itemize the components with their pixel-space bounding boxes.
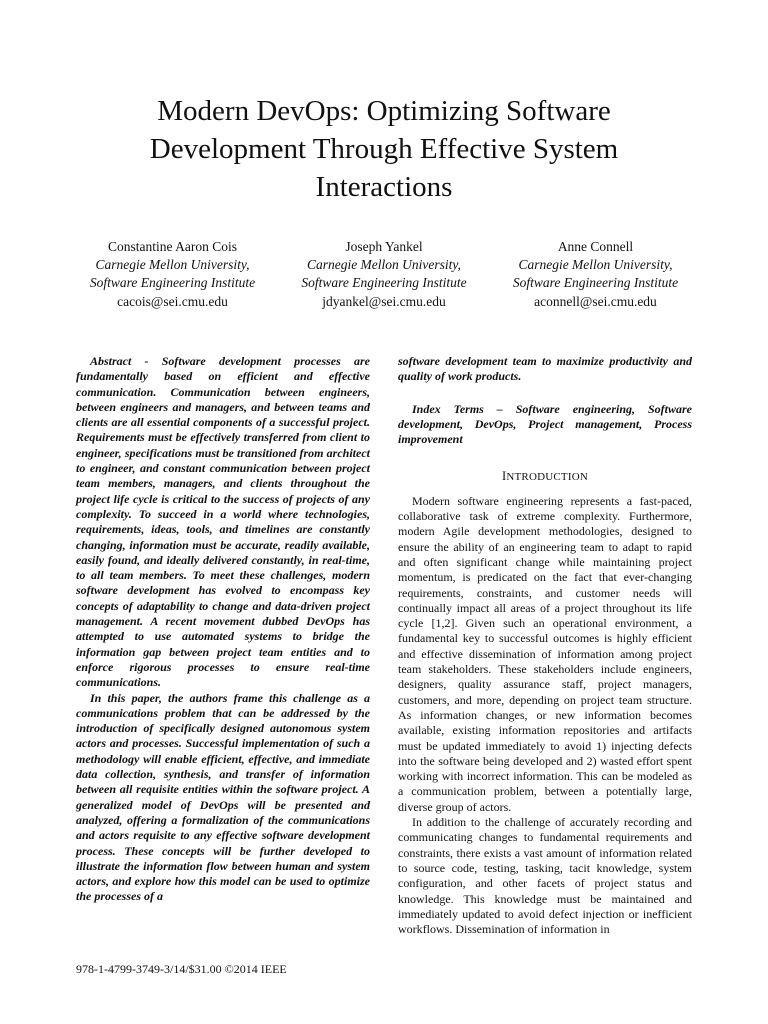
author-1: [70, 238, 275, 311]
author-name: Joseph Yankel: [345, 239, 423, 254]
author-affiliation: Carnegie Mellon University,: [95, 257, 250, 273]
author-email: jdyankel@sei.cmu.edu: [322, 293, 446, 309]
author-3: [493, 238, 698, 311]
author-affiliation: Carnegie Mellon University,: [306, 257, 462, 273]
section-heading-rest: NTRODUCTION: [506, 471, 588, 484]
author-affiliation: Software Engineering Institute: [512, 275, 679, 291]
author-2: [282, 238, 487, 311]
section-heading-initial: I: [501, 469, 507, 484]
right-column: [398, 354, 692, 937]
author-affiliation: Software Engineering Institute: [301, 275, 467, 291]
body-paragraph: Modern software engineering represents a fast-paced, collaborative task of extreme complexity. Furthermore, modern Agile development methodologies, designed to ensure the ability of an engineering team to adapt to rapid and often significant change while maintaining project momentum, is predicated on the fact that ever-changing requirements, constraints, and customer needs will continually impact all areas of a project throughout its life cycle [1,2]. Given such an operational environment, a fundamental key to successful outcomes is highly efficient and effective dissemination of information among project team stakeholders. These stakeholders include engineers, designers, quality assurance staff, project managers, customers, and more, depending on project team structure. As information changes, or new information becomes available, existing information repositories and artifacts must be updated immediately to avoid 1) injecting defects into the software being developed and 2) wasted effort spent working with incorrect information. This can be modeled as a communication problem, between a potentially large, diverse group of actors.: [398, 493, 692, 814]
paper-title: [0, 92, 768, 206]
author-email: cacois@sei.cmu.edu: [117, 293, 228, 309]
copyright-footer: 978-1-4799-3749-3/14/$31.00 ©2014 IEEE: [76, 962, 287, 976]
abstract-paragraph: Abstract - Software development processes are fundamentally based on efficient and effective communication. Communication between engineers, between engineers and managers, and between teams and clients are all essential components of a successful project. Requirements must be effectively transferred from client to engineer, specifications must be transitioned from architect to engineer, and constant communication between project team members, managers, and clients throughout the project life cycle is critical to the success of projects of any complexity. To succeed in a world where technologies, requirements, ideas, tools, and timelines are constantly changing, information must be accurate, readily available, easily found, and ideally delivered constantly, in real-time, to all team members. To meet these challenges, modern software development has evolved to encompass key concepts of adaptability to change and data-driven project management. A recent movement dubbed DevOps has attempted to use automated systems to bridge the information gap between project team entities and to enforce rigorous processes to ensure real-time communications.: [76, 354, 370, 690]
author-email: aconnell@sei.cmu.edu: [534, 293, 657, 309]
abstract-paragraph: In this paper, the authors frame this challenge as a communications problem that can be addressed by the introduction of specifically designed autonomous system actors and processes. Successful implementation of such a methodology will enable efficient, effective, and immediate data collection, synthesis, and transfer of information between all requisite entities within the software project. A generalized model of DevOps will be presented and analyzed, offering a formalization of the communications and actors requisite to any effective software development process. These concepts will be further developed to illustrate the information flow between human and system actors, and explore how this model can be used to optimize the processes of a: [76, 690, 370, 904]
title-line: Development Through Effective System: [149, 133, 619, 165]
abstract-column: [76, 354, 370, 905]
author-name: Anne Connell: [557, 239, 634, 254]
abstract-continuation: software development team to maximize productivity and quality of work products.: [398, 354, 692, 384]
author-affiliation: Carnegie Mellon University,: [518, 257, 673, 273]
title-line: Interactions: [315, 171, 453, 203]
section-heading: [398, 469, 692, 485]
author-affiliation: Software Engineering Institute: [89, 275, 256, 291]
title-line: Modern DevOps: Optimizing Software: [157, 95, 611, 127]
author-name: Constantine Aaron Cois: [108, 239, 237, 254]
author-block: [70, 238, 698, 311]
body-paragraph: In addition to the challenge of accurately recording and communicating changes to fundamental requirements and constraints, there exists a vast amount of information related to source code, testing, tasking, tacit knowledge, system configuration, and other facets of project status and knowledge. This knowledge must be maintained and immediately updated to avoid defect injection or inefficient workflows. Dissemination of information in: [398, 815, 692, 937]
index-terms: Index Terms – Software engineering, Software development, DevOps, Project management, Process improvement: [398, 401, 692, 447]
